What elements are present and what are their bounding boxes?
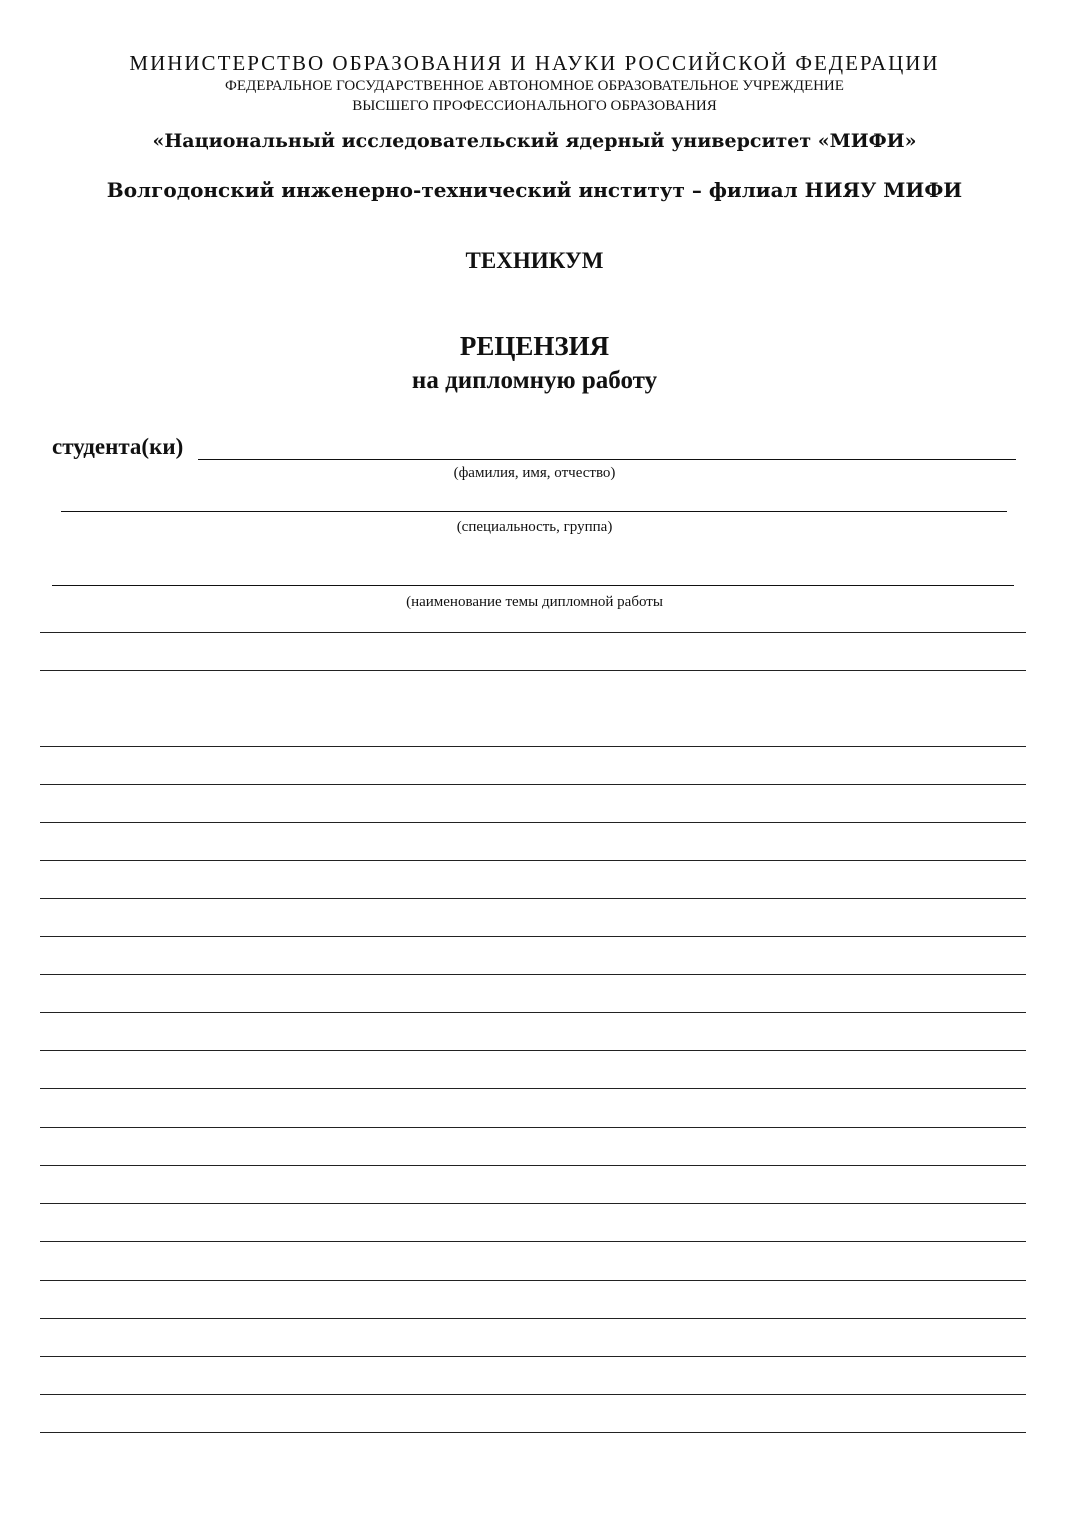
- review-line[interactable]: [40, 1394, 1026, 1395]
- specialty-caption: (специальность, группа): [456, 519, 613, 535]
- review-line[interactable]: [40, 1318, 1026, 1319]
- review-line[interactable]: [40, 746, 1026, 747]
- ministry-name: МИНИСТЕРСТВО ОБРАЗОВАНИЯ И НАУКИ РОССИЙСКОЙ ФЕДЕРАЦИИ: [129, 51, 940, 75]
- institute-name: Волгодонский инженерно-технический институт – филиал НИЯУ МИФИ: [106, 178, 963, 202]
- review-line[interactable]: [40, 1203, 1026, 1204]
- student-name-line[interactable]: [198, 459, 1016, 460]
- student-row: [52, 434, 1016, 464]
- review-line[interactable]: [40, 1127, 1026, 1128]
- document-subtitle: на дипломную работу: [411, 367, 658, 394]
- review-line[interactable]: [40, 670, 1026, 671]
- specialty-line[interactable]: [61, 511, 1007, 512]
- topic-line[interactable]: [52, 585, 1014, 586]
- higher-education-line: ВЫСШЕГО ПРОФЕССИОНАЛЬНОГО ОБРАЗОВАНИЯ: [352, 98, 717, 114]
- review-line[interactable]: [40, 632, 1026, 633]
- student-label: студента(ки): [52, 434, 184, 459]
- review-line[interactable]: [40, 1050, 1026, 1051]
- review-line[interactable]: [40, 1165, 1026, 1166]
- review-line[interactable]: [40, 1356, 1026, 1357]
- review-line[interactable]: [40, 1432, 1026, 1433]
- review-line[interactable]: [40, 1280, 1026, 1281]
- review-line[interactable]: [40, 1241, 1026, 1242]
- review-line[interactable]: [40, 1088, 1026, 1089]
- topic-caption: (наименование темы дипломной работы: [406, 594, 663, 610]
- review-line[interactable]: [40, 1012, 1026, 1013]
- name-caption: (фамилия, имя, отчество): [453, 465, 616, 481]
- review-line[interactable]: [40, 822, 1026, 823]
- document-title: РЕЦЕНЗИЯ: [459, 331, 610, 361]
- review-line[interactable]: [40, 898, 1026, 899]
- review-line[interactable]: [40, 974, 1026, 975]
- division-name: ТЕХНИКУМ: [465, 248, 604, 273]
- federal-institution-line: ФЕДЕРАЛЬНОЕ ГОСУДАРСТВЕННОЕ АВТОНОМНОЕ ОБРАЗОВАТЕЛЬНОЕ УЧРЕЖДЕНИЕ: [225, 78, 844, 94]
- review-line[interactable]: [40, 860, 1026, 861]
- review-line[interactable]: [40, 784, 1026, 785]
- review-line[interactable]: [40, 936, 1026, 937]
- university-name: «Национальный исследовательский ядерный университет «МИФИ»: [152, 130, 917, 152]
